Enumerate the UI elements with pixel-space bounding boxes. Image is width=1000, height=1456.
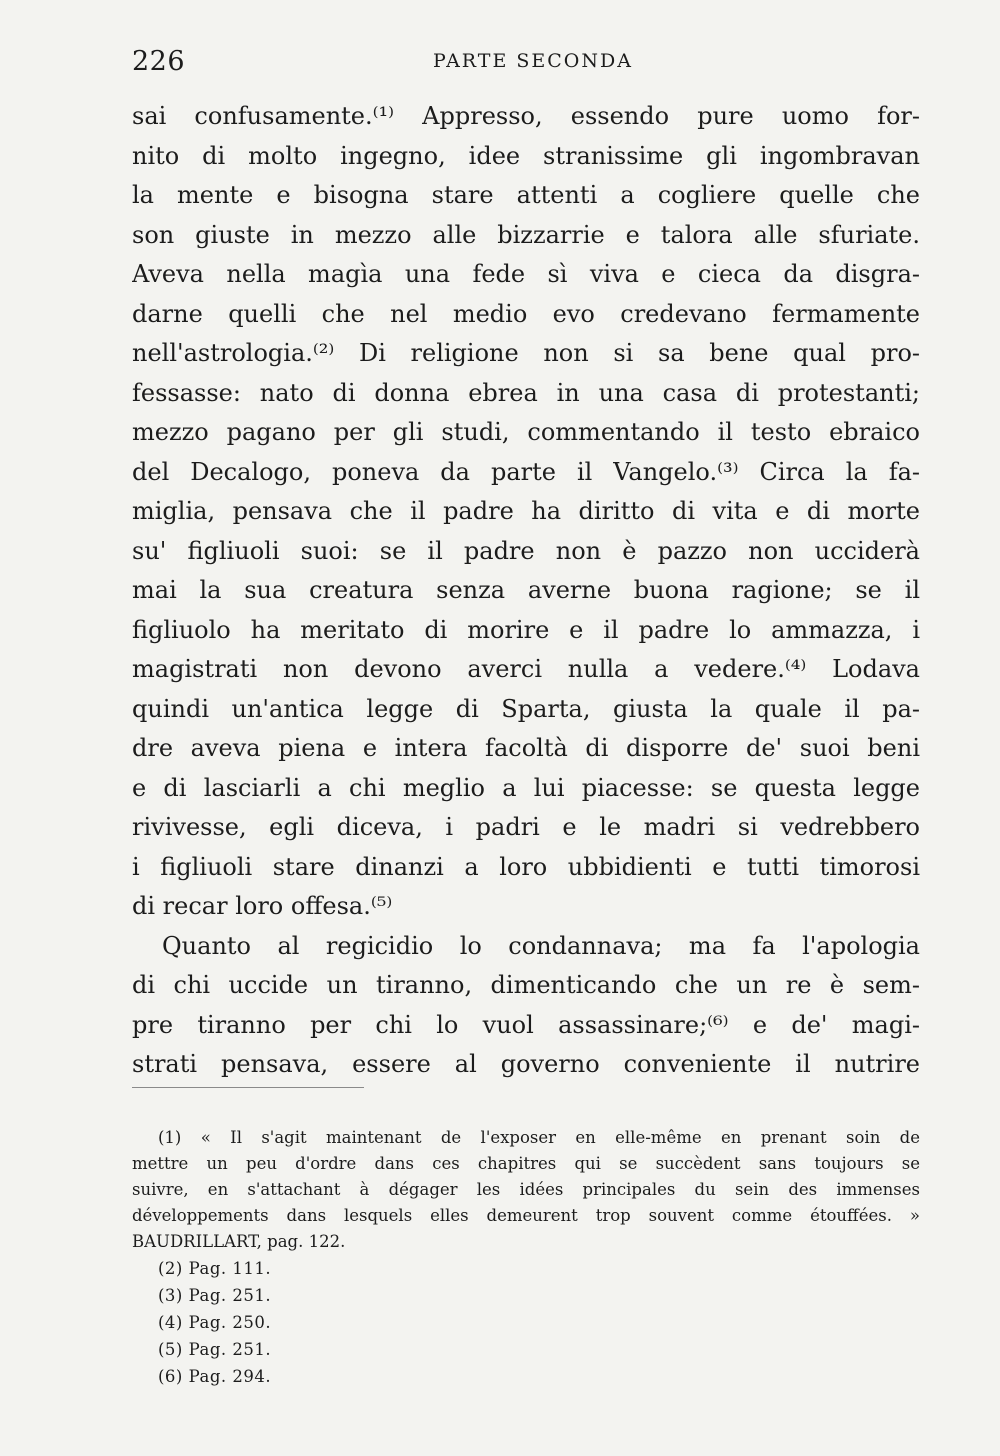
text-line: nito di molto ingegno, idee stranissime gli ingombravan — [132, 141, 920, 170]
text-line: fessasse: nato di donna ebrea in una casa di protestanti; — [132, 378, 920, 407]
text-line: mezzo pagano per gli studi, commentando il testo ebraico — [132, 418, 920, 446]
running-head — [132, 40, 922, 84]
footnote-6: (6) Pag. 294. — [158, 1367, 272, 1386]
footnote-line: suivre, en s'attachant à dégager les idées principales du sein des immenses — [132, 1180, 920, 1199]
body-text — [132, 97, 920, 1085]
text-line: rivivesse, egli diceva, i padri e le madri si vedrebbero — [132, 813, 920, 841]
text-line: miglia, pensava che il padre ha diritto di vita e di morte — [132, 497, 920, 525]
footnote-divider — [132, 1087, 364, 1088]
text-line: i figliuoli stare dinanzi a loro ubbidienti e tutti timorosi — [132, 852, 920, 881]
text-line: quindi un'antica legge di Sparta, giusta la quale il pa- — [132, 694, 920, 723]
footnotes — [132, 1125, 920, 1390]
page-number: 226 — [132, 46, 186, 77]
footnote-5: (5) Pag. 251. — [158, 1340, 272, 1359]
text-line: di recar loro offesa.⁽⁵⁾ — [132, 892, 393, 920]
text-line: nell'astrologia.⁽²⁾ Di religione non si sa bene qual pro- — [132, 339, 920, 367]
footnote-line: développements dans lesquels elles demeurent trop souvent comme étouffées. » — [132, 1206, 920, 1225]
text-line: su' figliuoli suoi: se il padre non è pazzo non ucciderà — [132, 536, 920, 565]
text-line: strati pensava, essere al governo conveniente il nutrire — [132, 1050, 920, 1078]
text-line: magistrati non devono averci nulla a vedere.⁽⁴⁾ Lodava — [132, 655, 920, 683]
text-line: e di lasciarli a chi meglio a lui piacesse: se questa legge — [132, 773, 920, 802]
text-line: pre tiranno per chi lo vuol assassinare;⁽⁶⁾ e de' magi- — [132, 1010, 920, 1039]
text-line: Aveva nella magìa una fede sì viva e cieca da disgra- — [132, 260, 920, 288]
footnote-line: mettre un peu d'ordre dans ces chapitres qui se succèdent sans toujours se — [132, 1154, 920, 1173]
text-line: mai la sua creatura senza averne buona ragione; se il — [132, 576, 920, 604]
footnote-line: BAUDRILLART, pag. 122. — [132, 1232, 346, 1251]
text-line: di chi uccide un tiranno, dimenticando che un re è sem- — [132, 971, 920, 999]
text-line: sai confusamente.⁽¹⁾ Appresso, essendo pure uomo for- — [132, 102, 920, 130]
footnote-4: (4) Pag. 250. — [158, 1313, 272, 1332]
text-line: la mente e bisogna stare attenti a cogliere quelle che — [132, 181, 920, 209]
text-line: darne quelli che nel medio evo credevano fermamente — [132, 299, 920, 328]
text-line: Quanto al regicidio lo condannava; ma fa l'apologia — [162, 931, 920, 960]
text-line: del Decalogo, poneva da parte il Vangelo.⁽³⁾ Circa la fa- — [132, 457, 920, 486]
footnote-2: (2) Pag. 111. — [158, 1259, 272, 1278]
footnote-3: (3) Pag. 251. — [158, 1286, 272, 1305]
text-line: son giuste in mezzo alle bizzarrie e talora alle sfuriate. — [132, 220, 920, 249]
text-line: dre aveva piena e intera facoltà di disporre de' suoi beni — [132, 734, 920, 762]
text-line: figliuolo ha meritato di morire e il padre lo ammazza, i — [132, 615, 920, 644]
running-title: PARTE SECONDA — [433, 50, 633, 72]
footnote-line: (1) « Il s'agit maintenant de l'exposer en elle-même en prenant soin de — [158, 1128, 920, 1147]
